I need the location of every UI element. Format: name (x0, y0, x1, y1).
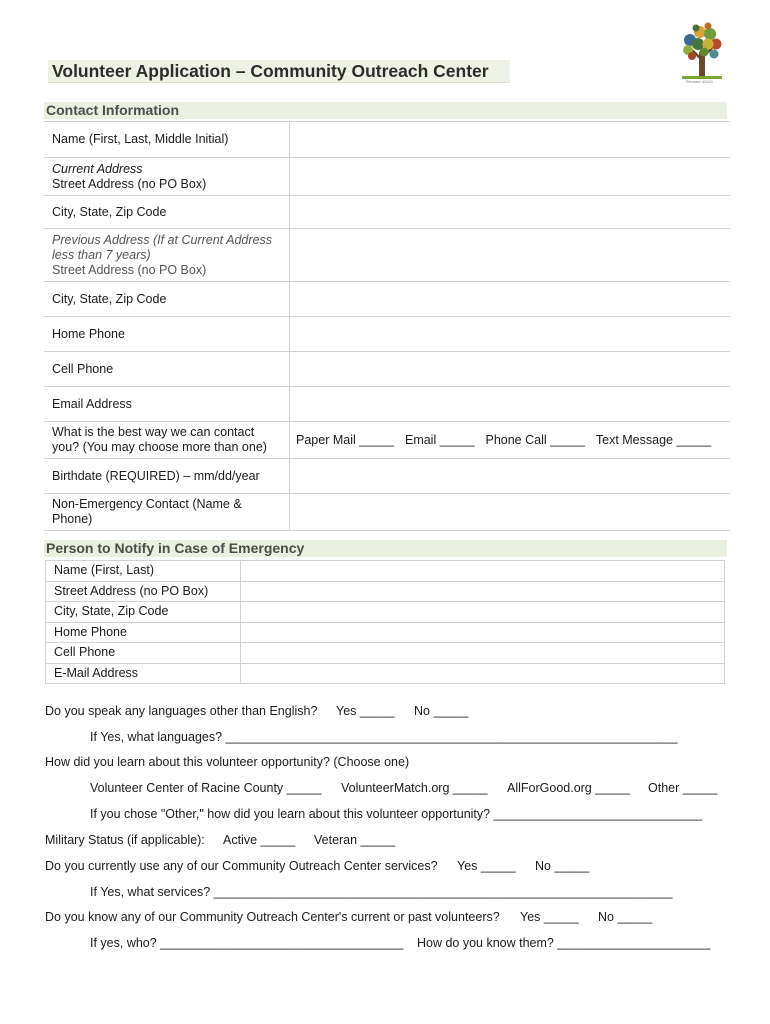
table-row (44, 387, 730, 422)
table-row (44, 422, 730, 459)
contact-label-previous-city-state-zip: City, State, Zip Code (44, 282, 290, 317)
services-question: Do you currently use any of our Community Outreach Center services? (45, 859, 438, 873)
email-address-field[interactable] (290, 387, 731, 422)
previous-city-state-zip-field[interactable] (290, 282, 731, 317)
volunteers-question: Do you know any of our Community Outreach Center's current or past volunteers? (45, 910, 500, 924)
emergency-email-field[interactable] (241, 663, 725, 684)
services-followup[interactable]: If Yes, what services? __________________________________________________________________ (90, 885, 673, 899)
contact-label-cell-phone: Cell Phone (44, 352, 290, 387)
learn-option-allforgood[interactable]: AllForGood.org _____ (507, 781, 630, 795)
emergency-section-heading: Person to Notify in Case of Emergency (44, 540, 727, 557)
table-row (44, 282, 730, 317)
home-phone-field[interactable] (290, 317, 731, 352)
table-row (44, 122, 730, 158)
contact-label-birthdate: Birthdate (REQUIRED) – mm/dd/year (44, 459, 290, 494)
table-row (46, 643, 725, 664)
page-title: Volunteer Application – Community Outreach Center (52, 61, 489, 81)
contact-label-home-phone: Home Phone (44, 317, 290, 352)
emergency-label-name: Name (First, Last) (46, 561, 241, 582)
table-row (46, 581, 725, 602)
learn-option-volunteermatch[interactable]: VolunteerMatch.org _____ (341, 781, 488, 795)
name-field[interactable] (290, 122, 731, 158)
learn-option-volunteer-center[interactable]: Volunteer Center of Racine County _____ (90, 781, 322, 795)
contact-label-previous-address: Previous Address (If at Current Address less than 7 years) Street Address (no PO Box) (44, 229, 290, 282)
table-row (44, 229, 730, 282)
cell-phone-field[interactable] (290, 352, 731, 387)
email-option[interactable]: Email _____ (404, 432, 475, 447)
languages-yes-option[interactable]: Yes _____ (336, 704, 395, 718)
languages-followup[interactable]: If Yes, what languages? _________________________________________________________________ (90, 730, 678, 744)
learn-question: How did you learn about this volunteer opportunity? (Choose one) (45, 755, 410, 769)
languages-question: Do you speak any languages other than English? (45, 704, 318, 718)
military-active-option[interactable]: Active _____ (223, 833, 296, 847)
text-message-option[interactable]: Text Message _____ (595, 432, 712, 447)
paper-mail-option[interactable]: Paper Mail _____ (296, 432, 394, 447)
previous-address-field[interactable] (290, 229, 731, 282)
title-bar (48, 60, 510, 83)
contact-label-current-address: Current Address Street Address (no PO Box) (44, 158, 290, 196)
table-row (44, 158, 730, 196)
volunteers-yes-option[interactable]: Yes _____ (520, 910, 579, 924)
learn-other-followup[interactable]: If you chose "Other," how did you learn about this volunteer opportunity? ______________________________ (90, 807, 703, 821)
table-row (44, 196, 730, 229)
logo-caption: Revised 4/1/20 (686, 79, 713, 84)
table-row (44, 494, 730, 531)
services-no-option[interactable]: No _____ (535, 859, 590, 873)
contact-label-best-way: What is the best way we can contact you? (You may choose more than one) (44, 422, 290, 459)
table-row (46, 663, 725, 684)
contact-label-name: Name (First, Last, Middle Initial) (44, 122, 290, 158)
contact-label-non-emergency: Non-Emergency Contact (Name & Phone) (44, 494, 290, 531)
table-row (44, 459, 730, 494)
birthdate-field[interactable] (290, 459, 731, 494)
volunteers-how-field[interactable]: How do you know them? ______________________ (417, 936, 711, 950)
emergency-label-home-phone: Home Phone (46, 622, 241, 643)
city-state-zip-field[interactable] (290, 196, 731, 229)
emergency-street-field[interactable] (241, 581, 725, 602)
contact-label-email: Email Address (44, 387, 290, 422)
volunteers-no-option[interactable]: No _____ (598, 910, 653, 924)
table-row (46, 561, 725, 582)
services-yes-option[interactable]: Yes _____ (457, 859, 516, 873)
emergency-label-street: Street Address (no PO Box) (46, 581, 241, 602)
phone-call-option[interactable]: Phone Call _____ (485, 432, 585, 447)
non-emergency-contact-field[interactable] (290, 494, 731, 531)
emergency-label-city-state-zip: City, State, Zip Code (46, 602, 241, 623)
contact-section-heading: Contact Information (44, 102, 727, 119)
emergency-label-email: E-Mail Address (46, 663, 241, 684)
emergency-cell-phone-field[interactable] (241, 643, 725, 664)
emergency-home-phone-field[interactable] (241, 622, 725, 643)
volunteers-who-field[interactable]: If yes, who? ___________________________________ (90, 936, 404, 950)
contact-label-city-state-zip: City, State, Zip Code (44, 196, 290, 229)
contact-method-options (290, 422, 731, 459)
languages-no-option[interactable]: No _____ (414, 704, 469, 718)
emergency-label-cell-phone: Cell Phone (46, 643, 241, 664)
table-row (44, 317, 730, 352)
table-row (46, 602, 725, 623)
table-row (44, 352, 730, 387)
military-question: Military Status (if applicable): (45, 833, 205, 847)
military-veteran-option[interactable]: Veteran _____ (314, 833, 396, 847)
tree-logo-icon (678, 22, 726, 86)
emergency-city-field[interactable] (241, 602, 725, 623)
emergency-name-field[interactable] (241, 561, 725, 582)
contact-information-table (44, 121, 730, 531)
emergency-contact-table (45, 560, 725, 684)
learn-option-other[interactable]: Other _____ (648, 781, 718, 795)
current-address-field[interactable] (290, 158, 731, 196)
table-row (46, 622, 725, 643)
